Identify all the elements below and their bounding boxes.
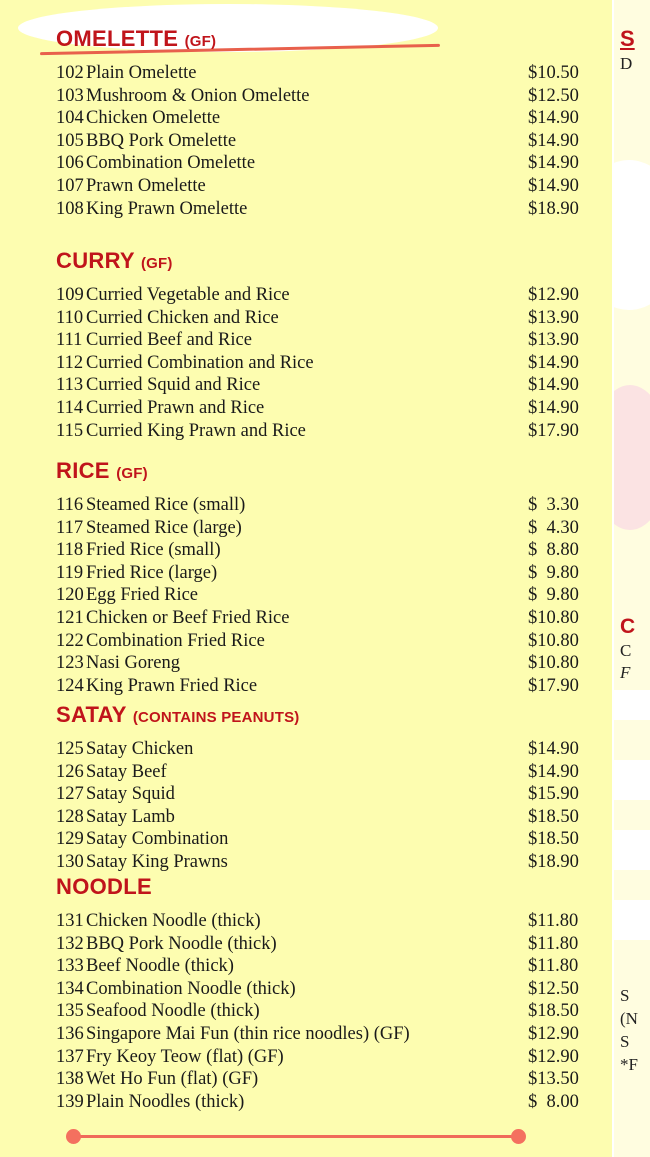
section-heading xyxy=(56,26,600,52)
menu-item-name: Seafood Noodle (thick) xyxy=(86,1001,260,1022)
menu-item-row xyxy=(56,130,600,153)
menu-item-name: Chicken or Beef Fried Rice xyxy=(86,607,290,628)
section-title: CURRY xyxy=(56,248,135,273)
menu-item-price: $11.80 xyxy=(528,911,579,931)
menu-item-price: $13.50 xyxy=(528,1069,579,1090)
menu-item-row xyxy=(56,1046,600,1069)
menu-item-row xyxy=(56,783,600,806)
menu-item-number: 111 xyxy=(56,330,83,351)
menu-item-row xyxy=(56,607,600,630)
menu-item-price: $10.80 xyxy=(528,630,579,651)
menu-item-price: $13.90 xyxy=(528,330,579,351)
menu-item-price: $14.90 xyxy=(528,130,579,151)
section-title: SATAY xyxy=(56,702,127,727)
menu-item-name: Prawn Omelette xyxy=(86,175,206,196)
menu-item-row xyxy=(56,539,600,562)
adjacent-page-text-fragment: S xyxy=(620,1032,630,1051)
menu-item-number: 118 xyxy=(56,540,84,561)
menu-item-name: Fried Rice (large) xyxy=(86,562,218,583)
menu-item-price: $18.50 xyxy=(528,829,579,850)
menu-item-row xyxy=(56,806,600,829)
menu-item-number: 138 xyxy=(56,1069,84,1090)
menu-item-name: Curried King Prawn and Rice xyxy=(86,420,306,441)
menu-item-number: 116 xyxy=(56,495,84,515)
menu-item-number: 120 xyxy=(56,585,84,606)
menu-item-number: 136 xyxy=(56,1023,84,1044)
menu-item-row xyxy=(56,851,600,874)
menu-item-row xyxy=(56,738,600,761)
menu-item-price: $18.90 xyxy=(528,851,579,872)
menu-item-number: 108 xyxy=(56,198,84,219)
menu-item-price: $10.50 xyxy=(528,63,579,83)
menu-section xyxy=(0,248,600,442)
section-heading xyxy=(56,248,600,274)
menu-item-row xyxy=(56,675,600,698)
section-item-list xyxy=(56,62,600,220)
menu-item-row xyxy=(56,584,600,607)
menu-item-number: 122 xyxy=(56,630,84,651)
menu-item-price: $ 4.30 xyxy=(528,517,579,538)
menu-item-row xyxy=(56,1068,600,1091)
section-item-list xyxy=(56,494,600,697)
menu-item-number: 114 xyxy=(56,397,84,418)
pink-blob-decoration xyxy=(612,385,650,530)
white-band-decoration xyxy=(614,830,650,870)
menu-item-row xyxy=(56,1000,600,1023)
menu-item-price: $ 8.80 xyxy=(528,540,579,561)
menu-item-number: 135 xyxy=(56,1001,84,1022)
menu-item-number: 139 xyxy=(56,1091,84,1112)
menu-item-price: $14.90 xyxy=(528,153,579,174)
menu-item-name: Satay Beef xyxy=(86,761,167,782)
menu-item-price: $ 9.80 xyxy=(528,562,579,583)
menu-item-price: $17.90 xyxy=(528,420,579,441)
menu-item-row xyxy=(56,284,600,307)
menu-item-name: Beef Noodle (thick) xyxy=(86,956,234,977)
menu-item-number: 106 xyxy=(56,153,84,174)
menu-item-name: Combination Noodle (thick) xyxy=(86,978,296,999)
menu-item-number: 137 xyxy=(56,1046,84,1067)
menu-item-name: Egg Fried Rice xyxy=(86,585,199,606)
menu-item-name: Combination Fried Rice xyxy=(86,630,265,651)
white-band-decoration xyxy=(614,690,650,720)
section-subtitle: (CONTAINS PEANUTS) xyxy=(132,709,300,726)
menu-item-number: 102 xyxy=(56,63,84,83)
menu-item-row xyxy=(56,562,600,585)
menu-item-row xyxy=(56,85,600,108)
menu-item-name: Chicken Noodle (thick) xyxy=(86,911,261,931)
menu-item-price: $12.50 xyxy=(528,978,579,999)
menu-item-price: $18.50 xyxy=(528,806,579,827)
menu-section xyxy=(0,702,600,874)
adjacent-page-text-fragment: C xyxy=(620,615,636,638)
menu-item-name: Curried Combination and Rice xyxy=(86,352,314,373)
menu-item-number: 104 xyxy=(56,108,84,129)
menu-item-price: $17.90 xyxy=(528,675,579,696)
menu-item-number: 127 xyxy=(56,784,84,805)
menu-item-name: Satay Combination xyxy=(86,829,229,850)
section-subtitle: (GF) xyxy=(116,465,148,482)
menu-item-number: 103 xyxy=(56,85,84,106)
menu-item-number: 113 xyxy=(56,375,84,396)
adjacent-page-text-fragment: C xyxy=(620,641,632,660)
menu-item-number: 112 xyxy=(56,352,84,373)
menu-item-row xyxy=(56,933,600,956)
menu-item-number: 130 xyxy=(56,851,84,872)
menu-item-row xyxy=(56,397,600,420)
menu-item-number: 128 xyxy=(56,806,84,827)
menu-item-number: 109 xyxy=(56,285,84,305)
menu-section xyxy=(0,874,600,1113)
menu-item-row xyxy=(56,329,600,352)
menu-item-number: 134 xyxy=(56,978,84,999)
menu-item-name: Plain Omelette xyxy=(86,63,197,83)
menu-item-price: $14.90 xyxy=(528,175,579,196)
menu-item-row xyxy=(56,307,600,330)
menu-item-price: $14.90 xyxy=(528,761,579,782)
section-title: OMELETTE xyxy=(56,26,179,51)
section-title: RICE xyxy=(56,458,110,483)
section-subtitle: (GF) xyxy=(140,255,173,272)
menu-item-row xyxy=(56,352,600,375)
bottom-divider xyxy=(72,1135,524,1138)
menu-item-name: Satay Squid xyxy=(86,784,175,805)
menu-item-number: 132 xyxy=(56,933,84,954)
menu-item-row xyxy=(56,1091,600,1114)
menu-item-name: Satay King Prawns xyxy=(86,851,228,872)
menu-item-price: $12.50 xyxy=(528,85,579,106)
section-title: NOODLE xyxy=(56,874,152,899)
menu-item-number: 110 xyxy=(56,307,84,328)
menu-item-price: $14.90 xyxy=(528,397,579,418)
section-heading xyxy=(56,874,600,900)
bottom-divider-dot-left xyxy=(66,1129,81,1144)
menu-item-price: $10.80 xyxy=(528,653,579,674)
menu-item-number: 126 xyxy=(56,761,84,782)
menu-item-name: Steamed Rice (large) xyxy=(86,517,242,538)
menu-item-row xyxy=(56,1023,600,1046)
menu-item-row xyxy=(56,198,600,221)
white-band-decoration xyxy=(614,900,650,940)
menu-item-number: 133 xyxy=(56,956,84,977)
menu-item-price: $15.90 xyxy=(528,784,579,805)
menu-item-price: $14.90 xyxy=(528,108,579,129)
menu-item-price: $ 3.30 xyxy=(528,495,579,515)
menu-item-price: $10.80 xyxy=(528,607,579,628)
menu-item-price: $12.90 xyxy=(528,1023,579,1044)
adjacent-page-text-fragment: (N xyxy=(620,1009,638,1028)
menu-item-price: $ 8.00 xyxy=(528,1091,579,1112)
menu-item-name: Fry Keoy Teow (flat) (GF) xyxy=(86,1046,284,1067)
menu-item-row xyxy=(56,374,600,397)
menu-item-row xyxy=(56,978,600,1001)
menu-item-name: Plain Noodles (thick) xyxy=(86,1091,245,1112)
menu-item-number: 124 xyxy=(56,675,84,696)
menu-item-number: 123 xyxy=(56,653,84,674)
white-band-decoration xyxy=(614,760,650,800)
menu-item-number: 115 xyxy=(56,420,84,441)
menu-item-row xyxy=(56,910,600,933)
menu-item-row xyxy=(56,152,600,175)
menu-item-name: Nasi Goreng xyxy=(86,653,181,674)
menu-item-row xyxy=(56,175,600,198)
adjacent-page-sliver xyxy=(612,0,650,1157)
menu-item-number: 131 xyxy=(56,911,84,931)
menu-item-price: $14.90 xyxy=(528,375,579,396)
adjacent-page-text-fragment: *F xyxy=(620,1055,638,1074)
menu-item-name: Satay Chicken xyxy=(86,739,194,759)
menu-section xyxy=(0,458,600,697)
menu-item-number: 119 xyxy=(56,562,84,583)
menu-item-price: $ 9.80 xyxy=(528,585,579,606)
menu-item-row xyxy=(56,517,600,540)
menu-item-price: $18.90 xyxy=(528,198,579,219)
menu-item-number: 121 xyxy=(56,607,84,628)
menu-item-name: Curried Vegetable and Rice xyxy=(86,285,290,305)
menu-item-name: Mushroom & Onion Omelette xyxy=(86,85,310,106)
adjacent-page-text-fragment: S xyxy=(620,26,635,51)
menu-item-name: Fried Rice (small) xyxy=(86,540,221,561)
menu-item-number: 105 xyxy=(56,130,84,151)
menu-item-number: 107 xyxy=(56,175,84,196)
section-item-list xyxy=(56,284,600,442)
menu-item-name: King Prawn Omelette xyxy=(86,198,248,219)
menu-item-row xyxy=(56,494,600,517)
section-item-list xyxy=(56,738,600,874)
adjacent-page-text-fragment: S xyxy=(620,986,630,1005)
menu-item-number: 129 xyxy=(56,829,84,850)
menu-item-row xyxy=(56,420,600,443)
menu-item-name: Curried Prawn and Rice xyxy=(86,397,265,418)
menu-item-price: $13.90 xyxy=(528,307,579,328)
menu-item-name: Wet Ho Fun (flat) (GF) xyxy=(86,1069,259,1090)
section-heading xyxy=(56,458,600,484)
menu-item-row xyxy=(56,652,600,675)
menu-section xyxy=(0,26,600,220)
menu-item-name: Curried Squid and Rice xyxy=(86,375,261,396)
menu-item-price: $11.80 xyxy=(528,933,579,954)
menu-item-name: Chicken Omelette xyxy=(86,108,221,129)
menu-item-row xyxy=(56,630,600,653)
menu-item-name: King Prawn Fried Rice xyxy=(86,675,258,696)
white-blob-decoration xyxy=(612,160,650,310)
menu-item-number: 125 xyxy=(56,739,84,759)
menu-item-price: $14.90 xyxy=(528,352,579,373)
menu-item-name: Steamed Rice (small) xyxy=(86,495,246,515)
menu-item-row xyxy=(56,761,600,784)
menu-item-number: 117 xyxy=(56,517,84,538)
menu-item-name: BBQ Pork Omelette xyxy=(86,130,237,151)
menu-item-name: Combination Omelette xyxy=(86,153,256,174)
section-item-list xyxy=(56,910,600,1113)
section-subtitle: (GF) xyxy=(184,33,217,50)
menu-item-row xyxy=(56,828,600,851)
menu-item-row xyxy=(56,107,600,130)
adjacent-page-text-fragment: F xyxy=(620,663,631,682)
menu-item-name: Curried Beef and Rice xyxy=(86,330,252,351)
menu-item-row xyxy=(56,62,600,85)
bottom-divider-dot-right xyxy=(511,1129,526,1144)
adjacent-page-text-fragment: D xyxy=(620,54,633,73)
menu-item-name: Satay Lamb xyxy=(86,806,175,827)
menu-item-price: $12.90 xyxy=(528,1046,579,1067)
menu-item-price: $18.50 xyxy=(528,1001,579,1022)
menu-item-name: BBQ Pork Noodle (thick) xyxy=(86,933,277,954)
menu-item-name: Curried Chicken and Rice xyxy=(86,307,279,328)
menu-item-price: $12.90 xyxy=(528,285,579,305)
menu-item-row xyxy=(56,955,600,978)
section-heading xyxy=(56,702,600,728)
menu-item-price: $11.80 xyxy=(528,956,579,977)
menu-item-name: Singapore Mai Fun (thin rice noodles) (GF) xyxy=(86,1023,410,1044)
menu-item-price: $14.90 xyxy=(528,739,579,759)
